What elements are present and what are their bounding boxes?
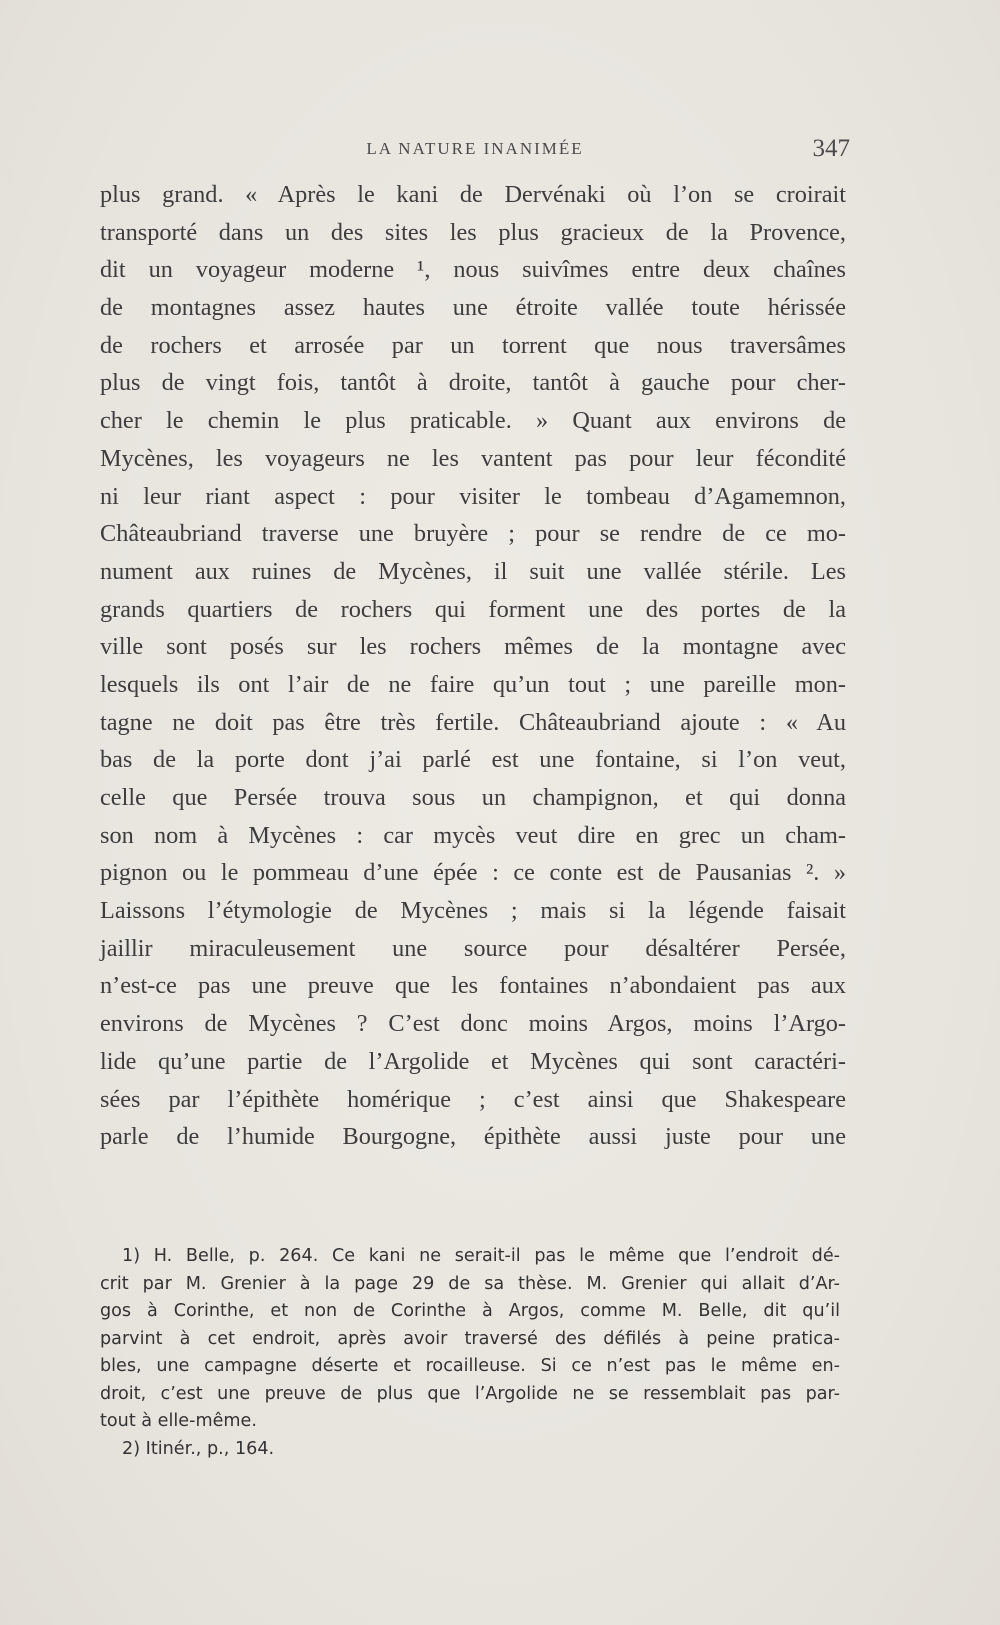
body-line: de montagnes assez hautes une étroite vallée toute hérissée <box>100 294 846 322</box>
body-line: bas de la porte dont j’ai parlé est une fontaine, si l’on veut, <box>100 746 846 774</box>
body-line: ni leur riant aspect : pour visiter le tombeau d’Agamemnon, <box>100 482 846 510</box>
body-line: celle que Persée trouva sous un champignon, et qui donna <box>100 784 846 811</box>
page-number: 347 <box>812 135 850 162</box>
footnote-line: bles, une campagne déserte et rocailleuse. Si ce n’est pas le même en- <box>100 1356 840 1376</box>
body-line: dit un voyageur moderne ¹, nous suivîmes entre deux chaînes <box>100 256 846 284</box>
footnote-line: 1) H. Belle, p. 264. Ce kani ne serait-il pas le même que l’endroit dé- <box>122 1246 840 1266</box>
body-line: environs de Mycènes ? C’est donc moins Argos, moins l’Argo- <box>100 1010 846 1038</box>
body-line: son nom à Mycènes : car mycès veut dire en grec un cham- <box>100 821 846 849</box>
running-head <box>100 135 850 165</box>
body-line: pignon ou le pommeau d’une épée : ce conte est de Pausanias ². » <box>100 859 846 887</box>
footnote-line: crit par M. Grenier à la page 29 de sa thèse. M. Grenier qui allait d’Ar- <box>100 1273 840 1294</box>
footnote-line: parvint à cet endroit, après avoir traversé des défilés à peine pratica- <box>100 1328 840 1349</box>
body-line: de rochers et arrosée par un torrent que nous traversâmes <box>100 331 846 359</box>
body-line: n’est-ce pas une preuve que les fontaines n’abondaient pas aux <box>100 972 846 1000</box>
body-text <box>100 176 846 1156</box>
body-line: jaillir miraculeusement une source pour désaltérer Persée, <box>100 934 846 962</box>
body-line: Châteaubriand traverse une bruyère ; pour se rendre de ce mo- <box>100 520 846 548</box>
body-line: lesquels ils ont l’air de ne faire qu’un tout ; une pareille mon- <box>100 670 846 698</box>
body-line: sées par l’épithète homérique ; c’est ainsi que Shakespeare <box>100 1085 846 1113</box>
body-line: lide qu’une partie de l’Argolide et Mycènes qui sont caractéri- <box>100 1047 846 1075</box>
footnote-line: 2) Itinér., p., 164. <box>122 1438 275 1459</box>
body-line: Laissons l’étymologie de Mycènes ; mais si la légende faisait <box>100 897 846 925</box>
footnotes <box>100 1243 840 1463</box>
footnote-line: gos à Corinthe, et non de Corinthe à Argos, comme M. Belle, dit qu’il <box>100 1301 840 1321</box>
body-line: grands quartiers de rochers qui forment une des portes de la <box>100 595 846 623</box>
body-line: plus de vingt fois, tantôt à droite, tantôt à gauche pour cher- <box>100 369 846 397</box>
body-line: tagne ne doit pas être très fertile. Châteaubriand ajoute : « Au <box>100 708 846 736</box>
body-line: ville sont posés sur les rochers mêmes de la montagne avec <box>100 633 846 661</box>
footnote-line: tout à elle-même. <box>100 1411 257 1431</box>
running-head-title: LA NATURE INANIMÉE <box>366 139 584 158</box>
body-line: plus grand. « Après le kani de Dervénaki où l’on se croirait <box>100 181 846 208</box>
body-line: transporté dans un des sites les plus gracieux de la Provence, <box>100 218 846 246</box>
body-line: Mycènes, les voyageurs ne les vantent pas pour leur fécondité <box>100 444 846 472</box>
body-line: nument aux ruines de Mycènes, il suit une vallée stérile. Les <box>100 557 846 585</box>
body-line: parle de l’humide Bourgogne, épithète aussi juste pour une <box>100 1123 846 1151</box>
footnote-line: droit, c’est une preuve de plus que l’Argolide ne se ressemblait pas par- <box>100 1383 840 1404</box>
body-line: cher le chemin le plus praticable. » Quant aux environs de <box>100 407 846 435</box>
